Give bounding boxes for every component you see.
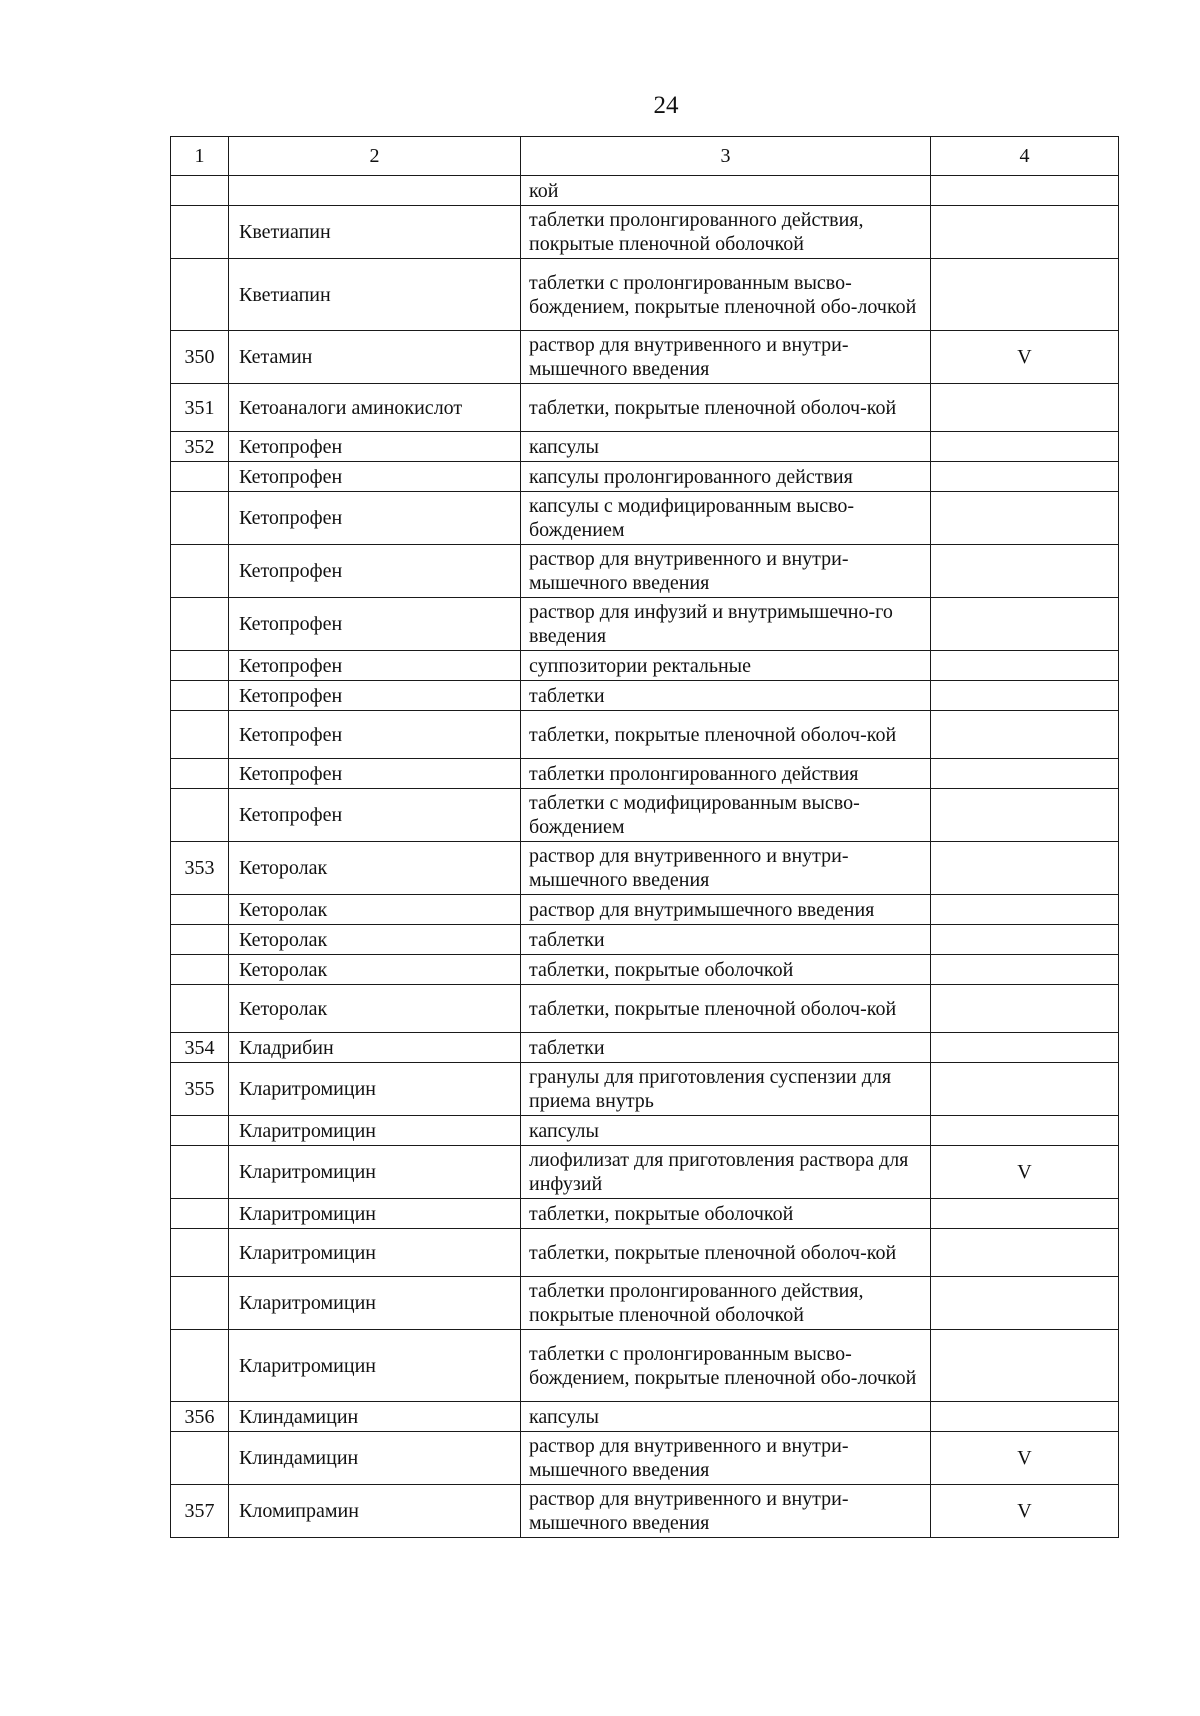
dosage-form: таблетки, покрытые пленочной оболоч-кой — [521, 1229, 931, 1277]
drug-name: Кеторолак — [229, 925, 521, 955]
row-number: 354 — [171, 1033, 229, 1063]
drug-name — [229, 176, 521, 206]
table-row — [171, 1146, 1119, 1199]
drug-name: Кетопрофен — [229, 432, 521, 462]
row-number — [171, 895, 229, 925]
row-number — [171, 681, 229, 711]
dosage-form: раствор для внутривенного и внутри-мышечного введения — [521, 1432, 931, 1485]
drug-name: Кетопрофен — [229, 759, 521, 789]
table-row — [171, 895, 1119, 925]
vital-mark — [931, 1033, 1119, 1063]
dosage-form: гранулы для приготовления суспензии для приема внутрь — [521, 1063, 931, 1116]
row-number — [171, 1199, 229, 1229]
row-number — [171, 711, 229, 759]
row-number: 356 — [171, 1402, 229, 1432]
table-row — [171, 1063, 1119, 1116]
dosage-form: таблетки, покрытые пленочной оболоч-кой — [521, 384, 931, 432]
vital-mark: V — [931, 1485, 1119, 1538]
drug-name: Кетоаналоги аминокислот — [229, 384, 521, 432]
dosage-form: таблетки, покрытые пленочной оболоч-кой — [521, 711, 931, 759]
row-number: 350 — [171, 331, 229, 384]
vital-mark — [931, 925, 1119, 955]
row-number — [171, 789, 229, 842]
row-number — [171, 1229, 229, 1277]
table-row — [171, 259, 1119, 331]
table-row — [171, 1116, 1119, 1146]
vital-mark — [931, 895, 1119, 925]
drug-name: Кетопрофен — [229, 711, 521, 759]
table-row — [171, 1229, 1119, 1277]
drug-name: Кетамин — [229, 331, 521, 384]
row-number — [171, 1330, 229, 1402]
row-number — [171, 985, 229, 1033]
row-number — [171, 176, 229, 206]
vital-mark — [931, 1116, 1119, 1146]
table-row — [171, 492, 1119, 545]
vital-mark — [931, 432, 1119, 462]
dosage-form: таблетки — [521, 681, 931, 711]
table-row — [171, 711, 1119, 759]
dosage-form: раствор для внутривенного и внутри-мышечного введения — [521, 842, 931, 895]
row-number: 357 — [171, 1485, 229, 1538]
dosage-form: таблетки пролонгированного действия, покрытые пленочной оболочкой — [521, 206, 931, 259]
table-row — [171, 1033, 1119, 1063]
column-header-4: 4 — [931, 137, 1119, 176]
dosage-form: таблетки, покрытые оболочкой — [521, 1199, 931, 1229]
drug-list-table — [170, 136, 1119, 1538]
dosage-form: кой — [521, 176, 931, 206]
row-number — [171, 1432, 229, 1485]
dosage-form: лиофилизат для приготовления раствора для инфузий — [521, 1146, 931, 1199]
row-number — [171, 925, 229, 955]
dosage-form: таблетки, покрытые пленочной оболоч-кой — [521, 985, 931, 1033]
drug-name: Кеторолак — [229, 895, 521, 925]
dosage-form: капсулы — [521, 1402, 931, 1432]
dosage-form: таблетки — [521, 1033, 931, 1063]
dosage-form: таблетки с пролонгированным высво-бождением, покрытые пленочной обо-лочкой — [521, 1330, 931, 1402]
drug-name: Кларитромицин — [229, 1146, 521, 1199]
dosage-form: раствор для внутривенного и внутри-мышечного введения — [521, 1485, 931, 1538]
table-row — [171, 1330, 1119, 1402]
vital-mark — [931, 598, 1119, 651]
drug-name: Кетопрофен — [229, 545, 521, 598]
drug-name: Кларитромицин — [229, 1229, 521, 1277]
drug-name: Кетопрофен — [229, 789, 521, 842]
table-row — [171, 925, 1119, 955]
vital-mark — [931, 462, 1119, 492]
drug-name: Кетопрофен — [229, 462, 521, 492]
dosage-form: таблетки пролонгированного действия — [521, 759, 931, 789]
dosage-form: раствор для внутримышечного введения — [521, 895, 931, 925]
table-row — [171, 1485, 1119, 1538]
drug-name: Кетопрофен — [229, 651, 521, 681]
vital-mark — [931, 176, 1119, 206]
drug-name: Кеторолак — [229, 985, 521, 1033]
row-number — [171, 1146, 229, 1199]
table-row — [171, 1277, 1119, 1330]
row-number — [171, 1116, 229, 1146]
table-row — [171, 1432, 1119, 1485]
vital-mark: V — [931, 1432, 1119, 1485]
vital-mark — [931, 1199, 1119, 1229]
dosage-form: таблетки с пролонгированным высво-бождением, покрытые пленочной обо-лочкой — [521, 259, 931, 331]
vital-mark — [931, 842, 1119, 895]
vital-mark — [931, 985, 1119, 1033]
dosage-form: раствор для внутривенного и внутри-мышечного введения — [521, 331, 931, 384]
table-row — [171, 206, 1119, 259]
table-row — [171, 432, 1119, 462]
vital-mark — [931, 259, 1119, 331]
drug-name: Кломипрамин — [229, 1485, 521, 1538]
dosage-form: таблетки с модифицированным высво-бождением — [521, 789, 931, 842]
vital-mark — [931, 1063, 1119, 1116]
table-row — [171, 789, 1119, 842]
table-row — [171, 1402, 1119, 1432]
vital-mark — [931, 384, 1119, 432]
dosage-form: капсулы с модифицированным высво-бождением — [521, 492, 931, 545]
drug-name: Кларитромицин — [229, 1330, 521, 1402]
dosage-form: капсулы пролонгированного действия — [521, 462, 931, 492]
vital-mark — [931, 1229, 1119, 1277]
table-row — [171, 1199, 1119, 1229]
drug-name: Кларитромицин — [229, 1199, 521, 1229]
drug-name: Кеторолак — [229, 842, 521, 895]
column-header-1: 1 — [171, 137, 229, 176]
vital-mark — [931, 789, 1119, 842]
dosage-form: капсулы — [521, 432, 931, 462]
vital-mark — [931, 206, 1119, 259]
table-row — [171, 384, 1119, 432]
vital-mark — [931, 681, 1119, 711]
column-header-2: 2 — [229, 137, 521, 176]
dosage-form: таблетки — [521, 925, 931, 955]
row-number — [171, 545, 229, 598]
row-number — [171, 759, 229, 789]
row-number — [171, 492, 229, 545]
row-number: 355 — [171, 1063, 229, 1116]
vital-mark — [931, 492, 1119, 545]
row-number — [171, 259, 229, 331]
drug-name: Кетопрофен — [229, 598, 521, 651]
dosage-form: раствор для инфузий и внутримышечно-го введения — [521, 598, 931, 651]
vital-mark — [931, 545, 1119, 598]
table-row — [171, 842, 1119, 895]
drug-name: Кларитромицин — [229, 1277, 521, 1330]
table-row — [171, 331, 1119, 384]
table-row — [171, 985, 1119, 1033]
table-row — [171, 598, 1119, 651]
vital-mark: V — [931, 1146, 1119, 1199]
row-number — [171, 598, 229, 651]
drug-name: Кветиапин — [229, 206, 521, 259]
table-row — [171, 545, 1119, 598]
vital-mark: V — [931, 331, 1119, 384]
row-number — [171, 1277, 229, 1330]
row-number — [171, 206, 229, 259]
drug-name: Кетопрофен — [229, 681, 521, 711]
dosage-form: суппозитории ректальные — [521, 651, 931, 681]
vital-mark — [931, 711, 1119, 759]
page-number: 24 — [653, 92, 679, 119]
dosage-form: таблетки, покрытые оболочкой — [521, 955, 931, 985]
drug-name: Кветиапин — [229, 259, 521, 331]
dosage-form: капсулы — [521, 1116, 931, 1146]
table-row — [171, 176, 1119, 206]
drug-name: Клиндамицин — [229, 1402, 521, 1432]
vital-mark — [931, 759, 1119, 789]
row-number: 352 — [171, 432, 229, 462]
table-row — [171, 681, 1119, 711]
row-number — [171, 651, 229, 681]
drug-name: Кларитромицин — [229, 1116, 521, 1146]
row-number — [171, 462, 229, 492]
vital-mark — [931, 651, 1119, 681]
drug-name: Кладрибин — [229, 1033, 521, 1063]
dosage-form: таблетки пролонгированного действия, покрытые пленочной оболочкой — [521, 1277, 931, 1330]
table-row — [171, 462, 1119, 492]
vital-mark — [931, 1330, 1119, 1402]
vital-mark — [931, 1277, 1119, 1330]
dosage-form: раствор для внутривенного и внутри-мышечного введения — [521, 545, 931, 598]
table-row — [171, 651, 1119, 681]
table-row — [171, 759, 1119, 789]
column-header-3: 3 — [521, 137, 931, 176]
drug-name: Кетопрофен — [229, 492, 521, 545]
drug-name: Клиндамицин — [229, 1432, 521, 1485]
table-row — [171, 955, 1119, 985]
table-header-row — [171, 137, 1119, 176]
vital-mark — [931, 955, 1119, 985]
row-number: 351 — [171, 384, 229, 432]
row-number — [171, 955, 229, 985]
row-number: 353 — [171, 842, 229, 895]
table-body — [171, 176, 1119, 1538]
drug-name: Кларитромицин — [229, 1063, 521, 1116]
vital-mark — [931, 1402, 1119, 1432]
drug-name: Кеторолак — [229, 955, 521, 985]
